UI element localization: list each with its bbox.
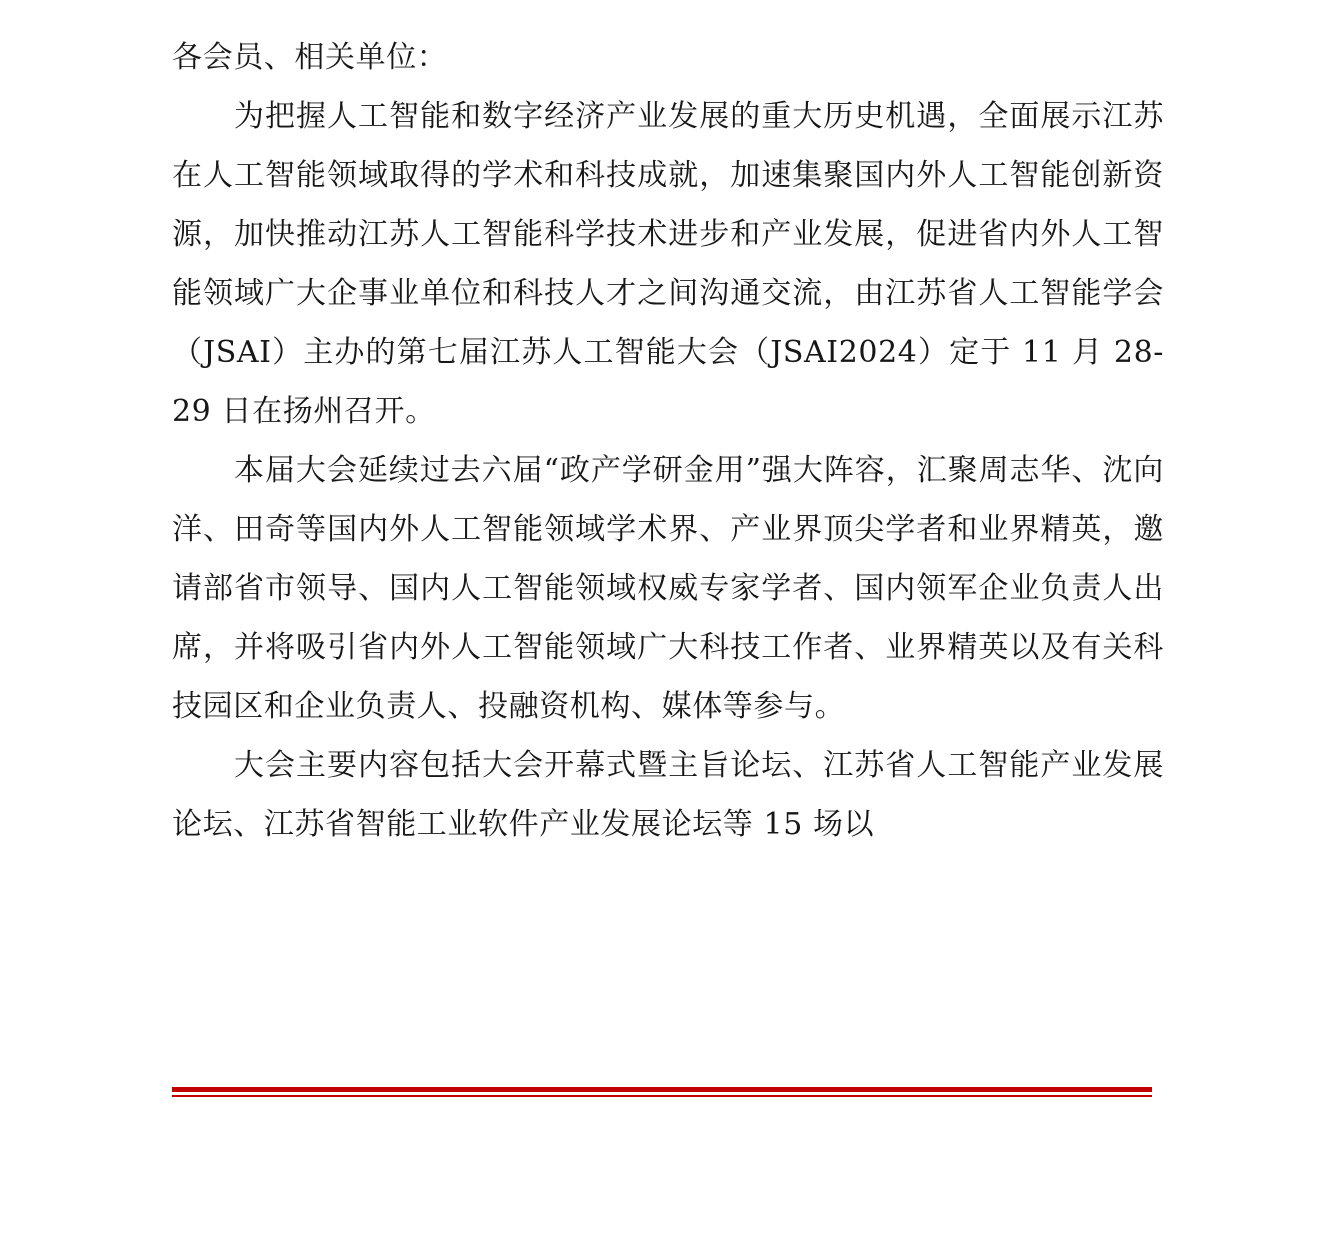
paragraph-2: 本届大会延续过去六届“政产学研金用”强大阵容，汇聚周志华、沈向洋、田奇等国内外人工智能领域学术界、产业界顶尖学者和业界精英，邀请部省市领导、国内人工智能领域权威专家学者、国内领军企业负责人出席，并将吸引省内外人工智能领域广大科技工作者、业界精英以及有关科技园区和企业负责人、投融资机构、媒体等参与。 <box>172 453 1164 724</box>
document-body <box>172 28 1164 854</box>
footer-rule-thin <box>172 1095 1152 1097</box>
salutation-line: 各会员、相关单位： <box>172 40 448 75</box>
paragraph-1: 为把握人工智能和数字经济产业发展的重大历史机遇，全面展示江苏在人工智能领域取得的学术和科技成就，加速集聚国内外人工智能创新资源，加快推动江苏人工智能科学技术进步和产业发展，促进省内外人工智能领域广大企事业单位和科技人才之间沟通交流，由江苏省人工智能学会（JSAI）主办的第七届江苏人工智能大会（JSAI2024）定于 11 月 28-29 日在扬州召开。 <box>172 99 1164 429</box>
footer-divider <box>172 1087 1152 1097</box>
paragraph-3: 大会主要内容包括大会开幕式暨主旨论坛、江苏省人工智能产业发展论坛、江苏省智能工业软件产业发展论坛等 15 场以 <box>172 748 1164 842</box>
